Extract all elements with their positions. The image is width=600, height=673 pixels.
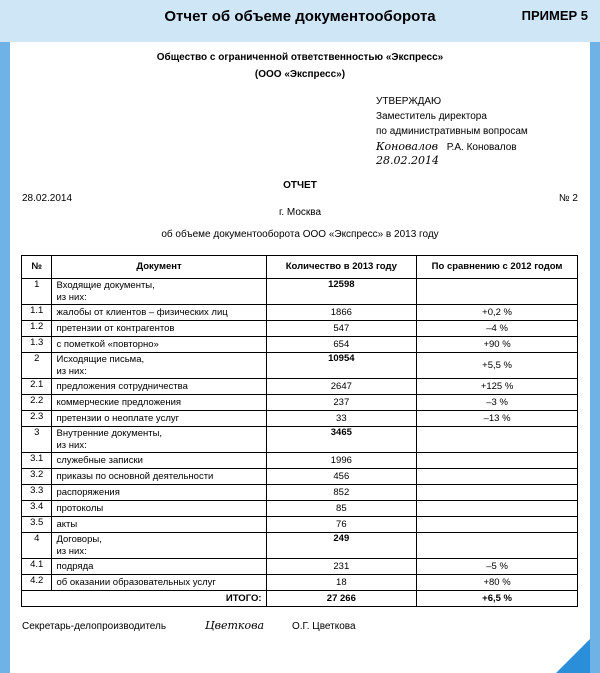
table-row	[22, 411, 578, 427]
row-number: 1.2	[22, 321, 52, 337]
row-document-label: подряда	[56, 560, 94, 572]
row-document	[52, 501, 266, 517]
row-number: 3.3	[22, 485, 52, 501]
row-quantity: 85	[266, 501, 417, 517]
table-row	[22, 379, 578, 395]
row-document-label: об оказании образовательных услуг	[56, 576, 216, 588]
report-date: 28.02.2014	[22, 193, 73, 204]
row-number: 4.1	[22, 559, 52, 575]
row-document	[52, 305, 266, 321]
col-header-quantity: Количество в 2013 году	[266, 256, 417, 279]
approval-signature-line	[376, 140, 517, 153]
row-comparison: –13 %	[417, 411, 578, 427]
row-comparison	[417, 485, 578, 501]
row-document-label: с пометкой «повторно»	[56, 338, 159, 350]
approval-position-2: по административным вопросам	[376, 126, 528, 137]
table-row	[22, 337, 578, 353]
row-document-label: Договоры,	[56, 533, 102, 545]
row-number: 3.4	[22, 501, 52, 517]
row-quantity: 1866	[266, 305, 417, 321]
row-document	[52, 411, 266, 427]
row-comparison: –3 %	[417, 395, 578, 411]
row-document-label: Исходящие письма,	[56, 353, 145, 365]
report-heading: ОТЧЕТ	[283, 180, 317, 191]
total-comparison: +6,5 %	[417, 591, 578, 607]
row-number: 1.3	[22, 337, 52, 353]
row-quantity: 456	[266, 469, 417, 485]
row-document-label: Входящие документы,	[56, 279, 155, 291]
row-document	[52, 453, 266, 469]
row-comparison	[417, 427, 578, 453]
example-label: ПРИМЕР 5	[521, 8, 588, 23]
row-number: 3.5	[22, 517, 52, 533]
row-document	[52, 517, 266, 533]
table-body	[22, 279, 578, 607]
row-document	[52, 395, 266, 411]
col-header-comparison: По сравнению с 2012 годом	[417, 256, 578, 279]
row-quantity: 231	[266, 559, 417, 575]
table-row	[22, 517, 578, 533]
row-quantity: 3465	[266, 427, 417, 453]
row-document-sub: из них:	[56, 365, 87, 377]
row-quantity: 1996	[266, 453, 417, 469]
table-row	[22, 353, 578, 379]
table-row	[22, 321, 578, 337]
table-row	[22, 395, 578, 411]
table-row	[22, 501, 578, 517]
row-quantity: 249	[266, 533, 417, 559]
table-total-row	[22, 591, 578, 607]
row-comparison: –5 %	[417, 559, 578, 575]
col-header-number: №	[22, 256, 52, 279]
row-document	[52, 485, 266, 501]
row-document	[52, 575, 266, 591]
approval-signature: Коновалов	[376, 140, 438, 153]
row-document-label: Внутренние документы,	[56, 427, 163, 439]
row-document	[52, 559, 266, 575]
row-quantity: 33	[266, 411, 417, 427]
row-document-sub: из них:	[56, 545, 87, 557]
row-quantity: 76	[266, 517, 417, 533]
col-header-document: Документ	[52, 256, 266, 279]
row-document-label: приказы по основной деятельности	[56, 470, 214, 482]
approval-date: 28.02.2014	[376, 154, 439, 167]
org-full-name: Общество с ограниченной ответственностью «Экспресс»	[156, 52, 444, 63]
row-number: 3.2	[22, 469, 52, 485]
row-number: 1	[22, 279, 52, 305]
row-document-label: протоколы	[56, 502, 104, 514]
page-title: Отчет об объеме документооборота	[164, 8, 436, 25]
row-document-label: предложения сотрудничества	[56, 380, 188, 392]
table-row	[22, 305, 578, 321]
row-number: 3.1	[22, 453, 52, 469]
row-comparison: –4 %	[417, 321, 578, 337]
secretary-name: О.Г. Цветкова	[292, 621, 356, 632]
approval-stamp: УТВЕРЖДАЮ	[376, 96, 442, 107]
row-document-label: претензии от контрагентов	[56, 322, 175, 334]
approval-name: Р.А. Коновалов	[446, 142, 517, 153]
row-document-label: служебные записки	[56, 454, 143, 466]
row-document-label: претензии о неоплате услуг	[56, 412, 180, 424]
table-row	[22, 485, 578, 501]
report-city: г. Москва	[278, 207, 322, 218]
table-row	[22, 533, 578, 559]
row-document	[52, 279, 266, 305]
row-quantity: 2647	[266, 379, 417, 395]
row-quantity: 237	[266, 395, 417, 411]
row-comparison	[417, 517, 578, 533]
row-quantity: 654	[266, 337, 417, 353]
table-row	[22, 575, 578, 591]
row-quantity: 852	[266, 485, 417, 501]
row-document	[52, 321, 266, 337]
row-comparison: +0,2 %	[417, 305, 578, 321]
row-comparison: +125 %	[417, 379, 578, 395]
row-number: 4	[22, 533, 52, 559]
row-number: 2.2	[22, 395, 52, 411]
report-number: № 2	[558, 193, 578, 204]
row-document	[52, 337, 266, 353]
report-table	[21, 255, 578, 607]
row-document-label: акты	[56, 518, 78, 530]
row-comparison: +80 %	[417, 575, 578, 591]
row-number: 4.2	[22, 575, 52, 591]
report-subject: об объеме документооборота ООО «Экспресс» в 2013 году	[161, 229, 439, 240]
table-row	[22, 279, 578, 305]
row-document-sub: из них:	[56, 291, 87, 303]
row-comparison	[417, 469, 578, 485]
row-number: 2.1	[22, 379, 52, 395]
corner-fold	[556, 639, 590, 673]
row-document	[52, 427, 266, 453]
row-document	[52, 533, 266, 559]
secretary-signature: Цветкова	[205, 619, 265, 632]
row-quantity: 18	[266, 575, 417, 591]
row-comparison	[417, 453, 578, 469]
approval-position-1: Заместитель директора	[376, 111, 487, 122]
row-comparison	[417, 279, 578, 305]
row-document-label: распоряжения	[56, 486, 120, 498]
total-label: ИТОГО:	[22, 591, 267, 607]
row-document-label: коммерческие предложения	[56, 396, 182, 408]
total-quantity: 27 266	[266, 591, 417, 607]
row-document-sub: из них:	[56, 439, 87, 451]
table-row	[22, 453, 578, 469]
row-number: 3	[22, 427, 52, 453]
row-document	[52, 353, 266, 379]
row-quantity: 547	[266, 321, 417, 337]
row-document	[52, 379, 266, 395]
row-number: 2.3	[22, 411, 52, 427]
table-header-row	[22, 256, 578, 279]
row-comparison	[417, 501, 578, 517]
org-short-name: (ООО «Экспресс»)	[254, 69, 346, 80]
row-quantity: 12598	[266, 279, 417, 305]
row-quantity: 10954	[266, 353, 417, 379]
row-comparison: +90 %	[417, 337, 578, 353]
table-row	[22, 469, 578, 485]
row-document	[52, 469, 266, 485]
table-row	[22, 559, 578, 575]
row-document-label: жалобы от клиентов – физических лиц	[56, 306, 228, 318]
row-comparison: +5,5 %	[417, 353, 578, 379]
secretary-role: Секретарь-делопроизводитель	[22, 621, 167, 632]
row-comparison	[417, 533, 578, 559]
table-row	[22, 427, 578, 453]
row-number: 2	[22, 353, 52, 379]
row-number: 1.1	[22, 305, 52, 321]
